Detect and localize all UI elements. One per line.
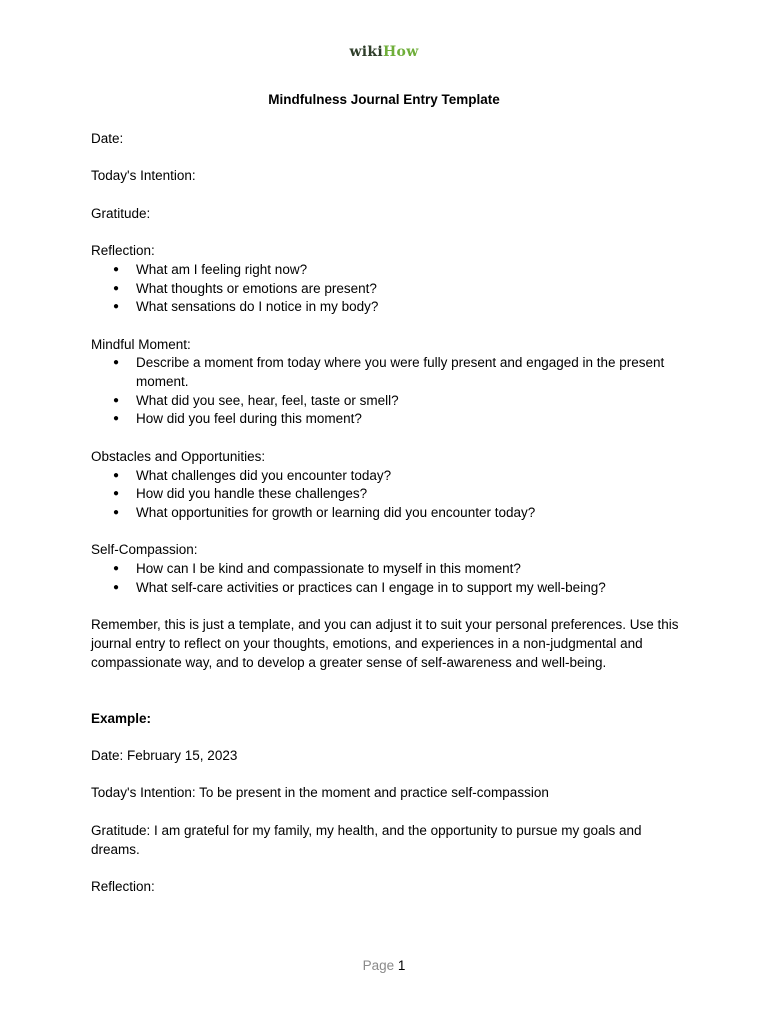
document-body	[91, 130, 691, 897]
self-compassion-list	[91, 560, 691, 597]
page-label: Page	[362, 958, 395, 973]
list-item: ● How did you handle these challenges?	[91, 485, 691, 504]
list-item: ● What self-care activities or practices can I engage in to support my well-being?	[91, 579, 691, 598]
list-item: ● What challenges did you encounter today?	[91, 467, 691, 486]
list-item: ● Describe a moment from today where you were fully present and engaged in the present moment.	[91, 354, 691, 391]
example-intention: Today's Intention: To be present in the moment and practice self-compassion	[91, 785, 549, 801]
obstacles-list	[91, 467, 691, 523]
document-title: Mindfulness Journal Entry Template	[268, 92, 500, 107]
intention-field-label: Today's Intention:	[91, 168, 196, 184]
template-note-paragraph: Remember, this is just a template, and you can adjust it to suit your personal preferences. Use this journal entry to reflect on your thoughts, emotions, and experiences in a non-judgmental and compassionate way, and to develop a greater sense of self-awareness and well-being.	[91, 617, 679, 670]
example-gratitude: Gratitude: I am grateful for my family, my health, and the opportunity to pursue my goals and dreams.	[91, 822, 642, 857]
gratitude-field-label: Gratitude:	[91, 205, 151, 221]
obstacles-heading: Obstacles and Opportunities:	[91, 448, 266, 464]
list-item: ● What sensations do I notice in my body?	[91, 298, 691, 317]
logo-wiki-text: wiki	[349, 44, 384, 60]
list-item: ● What thoughts or emotions are present?	[91, 280, 691, 299]
logo-how-text: How	[383, 44, 419, 60]
list-item: ● How can I be kind and compassionate to myself in this moment?	[91, 560, 691, 579]
page-number: 1	[397, 958, 406, 973]
reflection-heading: Reflection:	[91, 243, 155, 259]
page-footer	[0, 958, 768, 973]
list-item: ● What am I feeling right now?	[91, 261, 691, 280]
list-item: ● What did you see, hear, feel, taste or smell?	[91, 392, 691, 411]
example-date: Date: February 15, 2023	[91, 748, 238, 764]
mindful-moment-heading: Mindful Moment:	[91, 336, 191, 352]
reflection-list	[91, 261, 691, 317]
example-heading: Example:	[91, 710, 152, 726]
self-compassion-heading: Self-Compassion:	[91, 542, 198, 558]
date-field-label: Date:	[91, 131, 124, 146]
mindful-moment-list	[91, 354, 691, 429]
list-item: ● What opportunities for growth or learning did you encounter today?	[91, 504, 691, 523]
list-item: ● How did you feel during this moment?	[91, 410, 691, 429]
example-reflection-label: Reflection:	[91, 878, 155, 894]
wikihow-logo	[0, 44, 768, 60]
